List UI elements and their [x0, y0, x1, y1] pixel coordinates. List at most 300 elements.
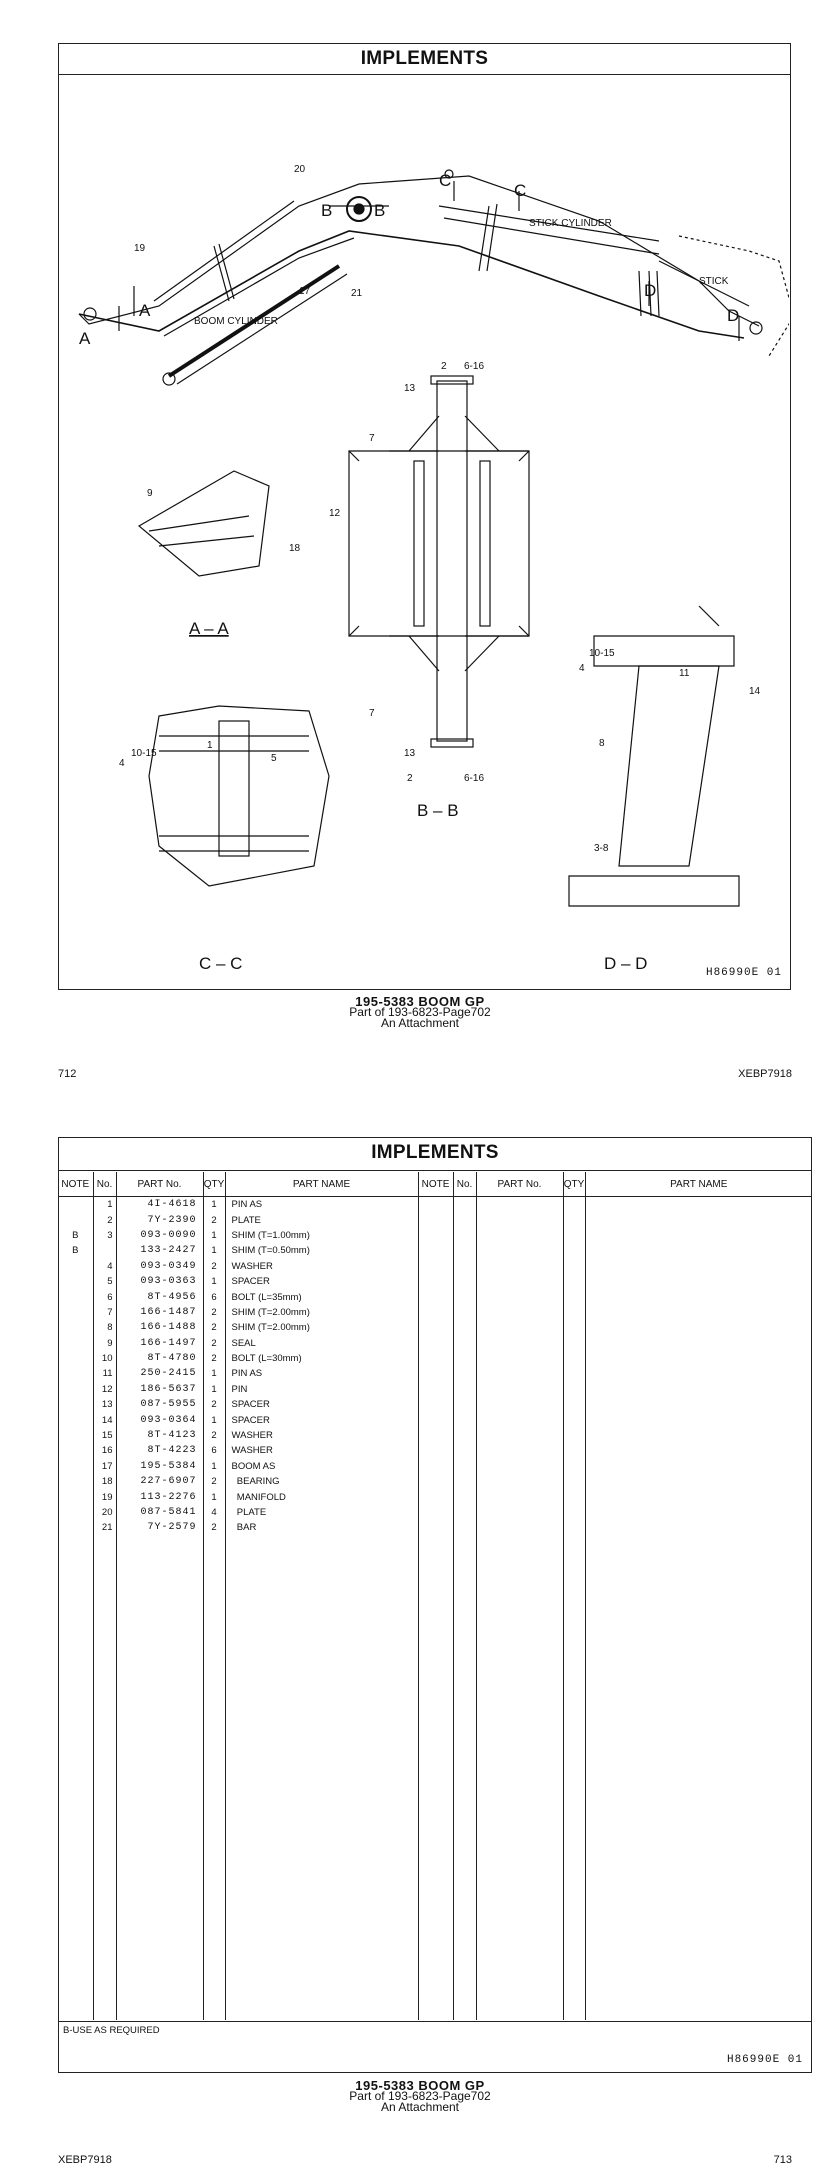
- cell-no: 16: [93, 1443, 116, 1458]
- cell-qty: 2: [203, 1351, 225, 1366]
- empty-cell: [585, 1305, 812, 1320]
- cell-name: PIN AS: [225, 1366, 418, 1381]
- cell-qty: 2: [203, 1259, 225, 1274]
- empty-cell: [585, 1243, 812, 1258]
- empty-cell: [225, 1536, 418, 2020]
- empty-cell: [418, 1505, 453, 1520]
- empty-cell: [418, 1212, 453, 1227]
- table-row: [58, 1443, 812, 1458]
- empty-cell: [563, 1320, 585, 1335]
- empty-cell: [585, 1428, 812, 1443]
- cell-no: [93, 1243, 116, 1258]
- cell-qty: 2: [203, 1474, 225, 1489]
- parts-illustration-ref: H86990E 01: [726, 2054, 803, 2066]
- cell-qty: 1: [203, 1489, 225, 1504]
- cell-part-no: 166-1487: [116, 1305, 203, 1320]
- callout-bb-13-top: 13: [404, 383, 416, 394]
- col-qty-2: QTY: [563, 1172, 585, 1197]
- illustration-ref: H86990E 01: [705, 967, 782, 979]
- cell-part-no: 166-1497: [116, 1336, 203, 1351]
- cell-no: 1: [93, 1197, 116, 1213]
- cell-qty: 1: [203, 1412, 225, 1427]
- col-part-name: PART NAME: [225, 1172, 418, 1197]
- empty-cell: [476, 1336, 563, 1351]
- empty-cell: [563, 1212, 585, 1227]
- empty-cell: [453, 1197, 476, 1213]
- cell-no: 11: [93, 1366, 116, 1381]
- empty-cell: [585, 1382, 812, 1397]
- cell-no: 4: [93, 1259, 116, 1274]
- cell-part-no: 113-2276: [116, 1489, 203, 1504]
- boom-cylinder-label: BOOM CYLINDER: [194, 316, 278, 327]
- cell-note: [58, 1459, 93, 1474]
- empty-cell: [418, 1412, 453, 1427]
- empty-cell: [563, 1459, 585, 1474]
- cell-note: [58, 1428, 93, 1443]
- empty-cell: [453, 1259, 476, 1274]
- cell-name: SHIM (T=0.50mm): [225, 1243, 418, 1258]
- callout-bb-13-bot: 13: [404, 748, 416, 759]
- cell-qty: 1: [203, 1459, 225, 1474]
- cell-no: 14: [93, 1412, 116, 1427]
- arrow-letter-b1: B: [321, 201, 333, 220]
- cell-qty: 1: [203, 1366, 225, 1381]
- empty-cell: [476, 1505, 563, 1520]
- cell-part-no: 093-0363: [116, 1274, 203, 1289]
- callout-cc-5: 5: [271, 753, 277, 764]
- empty-cell: [453, 1336, 476, 1351]
- empty-cell: [563, 1520, 585, 1535]
- part-of-text-2: Part of 193-6823-Page702: [349, 2089, 491, 2103]
- empty-cell: [418, 1520, 453, 1535]
- attachment-text: An Attachment: [380, 1016, 460, 1030]
- cell-part-no: 087-5841: [116, 1505, 203, 1520]
- callout-17: 17: [299, 286, 311, 297]
- section-label-a-a: A – A: [189, 619, 229, 638]
- cell-name: WASHER: [225, 1428, 418, 1443]
- empty-cell: [418, 1443, 453, 1458]
- empty-cell: [476, 1228, 563, 1243]
- table-row: [58, 1412, 812, 1427]
- attachment-text-2: An Attachment: [380, 2100, 460, 2114]
- cell-note: [58, 1305, 93, 1320]
- callout-cc-1: 1: [207, 740, 213, 751]
- cell-part-no: 195-5384: [116, 1459, 203, 1474]
- empty-cell: [453, 1536, 476, 2020]
- cell-name: SPACER: [225, 1397, 418, 1412]
- table-row: [58, 1428, 812, 1443]
- section-label-c-c: C – C: [199, 954, 243, 973]
- col-no: No.: [93, 1172, 116, 1197]
- cell-note: [58, 1382, 93, 1397]
- empty-cell: [453, 1474, 476, 1489]
- empty-cell: [418, 1197, 453, 1213]
- filler-row: [58, 1536, 812, 2020]
- cell-qty: 1: [203, 1228, 225, 1243]
- empty-cell: [563, 1305, 585, 1320]
- cell-name: BEARING: [225, 1474, 418, 1489]
- empty-cell: [563, 1474, 585, 1489]
- cell-qty: 2: [203, 1428, 225, 1443]
- cell-qty: 1: [203, 1197, 225, 1213]
- empty-cell: [585, 1489, 812, 1504]
- doc-code-left: XEBP7918: [58, 2154, 112, 2166]
- empty-cell: [453, 1366, 476, 1381]
- empty-cell: [585, 1212, 812, 1227]
- empty-cell: [476, 1520, 563, 1535]
- table-row: [58, 1489, 812, 1504]
- empty-cell: [476, 1443, 563, 1458]
- cell-name: PLATE: [225, 1212, 418, 1227]
- arrow-letter-c1: C: [439, 171, 452, 190]
- callout-aa-9: 9: [147, 488, 153, 499]
- cell-no: 17: [93, 1459, 116, 1474]
- callout-bb-7-top: 7: [369, 433, 375, 444]
- parts-header-row: [58, 1172, 812, 1197]
- cell-qty: 1: [203, 1382, 225, 1397]
- empty-cell: [418, 1489, 453, 1504]
- empty-cell: [585, 1320, 812, 1335]
- callout-bb-2-bot: 2: [407, 773, 413, 784]
- callout-dd-4: 4: [579, 663, 585, 674]
- cell-no: 8: [93, 1320, 116, 1335]
- empty-cell: [418, 1243, 453, 1258]
- empty-cell: [585, 1474, 812, 1489]
- callout-21: 21: [351, 288, 363, 299]
- cell-no: 3: [93, 1228, 116, 1243]
- parts-title: IMPLEMENTS: [371, 1142, 499, 1163]
- cell-no: 15: [93, 1428, 116, 1443]
- empty-cell: [563, 1228, 585, 1243]
- table-row: [58, 1243, 812, 1258]
- empty-cell: [58, 1536, 93, 2020]
- arrow-letter-a2: A: [139, 301, 151, 320]
- empty-cell: [476, 1474, 563, 1489]
- empty-cell: [563, 1382, 585, 1397]
- cell-note: [58, 1474, 93, 1489]
- cell-name: SHIM (T=1.00mm): [225, 1228, 418, 1243]
- section-label-b-b: B – B: [417, 801, 459, 820]
- callout-dd-8: 8: [599, 738, 605, 749]
- empty-cell: [563, 1505, 585, 1520]
- col-part-no-2: PART No.: [476, 1172, 563, 1197]
- callout-dd-10-15: 10-15: [589, 648, 615, 659]
- cell-part-no: 186-5637: [116, 1382, 203, 1397]
- cell-part-no: 093-0364: [116, 1412, 203, 1427]
- empty-cell: [453, 1212, 476, 1227]
- callout-bb-7-bot: 7: [369, 708, 375, 719]
- col-part-name-2: PART NAME: [585, 1172, 812, 1197]
- empty-cell: [203, 1536, 225, 2020]
- arrow-letter-a1: A: [79, 329, 91, 348]
- cell-name: SPACER: [225, 1412, 418, 1427]
- cell-name: PIN: [225, 1382, 418, 1397]
- cell-note: [58, 1366, 93, 1381]
- empty-cell: [585, 1412, 812, 1427]
- empty-cell: [418, 1536, 453, 2020]
- cell-no: 18: [93, 1474, 116, 1489]
- empty-cell: [585, 1228, 812, 1243]
- empty-cell: [476, 1489, 563, 1504]
- callout-cc-4: 4: [119, 758, 125, 769]
- cell-no: 12: [93, 1382, 116, 1397]
- empty-cell: [563, 1197, 585, 1213]
- empty-cell: [453, 1289, 476, 1304]
- empty-cell: [453, 1351, 476, 1366]
- table-row: [58, 1228, 812, 1243]
- empty-cell: [453, 1274, 476, 1289]
- page1-caption: [0, 996, 840, 1029]
- cell-name: BOLT (L=30mm): [225, 1351, 418, 1366]
- page-number-right: 713: [773, 2154, 792, 2166]
- callout-dd-14: 14: [749, 686, 761, 697]
- table-row: [58, 1259, 812, 1274]
- cell-part-no: 8T-4956: [116, 1289, 203, 1304]
- empty-cell: [585, 1289, 812, 1304]
- cell-part-no: 250-2415: [116, 1366, 203, 1381]
- cell-qty: 4: [203, 1505, 225, 1520]
- arrow-letter-d2: D: [727, 306, 740, 325]
- table-row: [58, 1197, 812, 1213]
- empty-cell: [453, 1228, 476, 1243]
- cell-qty: 1: [203, 1243, 225, 1258]
- cell-name: SHIM (T=2.00mm): [225, 1320, 418, 1335]
- callout-20: 20: [294, 164, 306, 175]
- cell-no: 5: [93, 1274, 116, 1289]
- empty-cell: [453, 1320, 476, 1335]
- empty-cell: [453, 1443, 476, 1458]
- cell-note: [58, 1212, 93, 1227]
- col-note: NOTE: [58, 1172, 93, 1197]
- table-row: [58, 1505, 812, 1520]
- cell-no: 13: [93, 1397, 116, 1412]
- cell-qty: 6: [203, 1289, 225, 1304]
- cell-note: [58, 1397, 93, 1412]
- cell-part-no: 093-0090: [116, 1228, 203, 1243]
- empty-cell: [418, 1259, 453, 1274]
- cell-qty: 2: [203, 1397, 225, 1412]
- empty-cell: [585, 1336, 812, 1351]
- cell-qty: 2: [203, 1336, 225, 1351]
- empty-cell: [476, 1243, 563, 1258]
- empty-cell: [476, 1320, 563, 1335]
- arrow-letter-d1: D: [644, 281, 657, 300]
- empty-cell: [453, 1243, 476, 1258]
- empty-cell: [476, 1197, 563, 1213]
- table-row: [58, 1212, 812, 1227]
- cell-no: 19: [93, 1489, 116, 1504]
- table-row: [58, 1397, 812, 1412]
- empty-cell: [585, 1459, 812, 1474]
- empty-cell: [418, 1305, 453, 1320]
- empty-cell: [563, 1243, 585, 1258]
- illustration-frame: [58, 43, 791, 990]
- empty-cell: [585, 1259, 812, 1274]
- empty-cell: [476, 1412, 563, 1427]
- cell-part-no: 166-1488: [116, 1320, 203, 1335]
- cell-note: [58, 1520, 93, 1535]
- cell-qty: 6: [203, 1443, 225, 1458]
- empty-cell: [563, 1351, 585, 1366]
- section-label-d-d: D – D: [604, 954, 648, 973]
- empty-cell: [476, 1212, 563, 1227]
- table-row: [58, 1289, 812, 1304]
- empty-cell: [563, 1412, 585, 1427]
- empty-cell: [453, 1305, 476, 1320]
- empty-cell: [453, 1520, 476, 1535]
- doc-code-right: XEBP7918: [738, 1068, 792, 1080]
- stick-cylinder-label: STICK CYLINDER: [529, 218, 612, 229]
- empty-cell: [418, 1474, 453, 1489]
- col-part-no: PART No.: [116, 1172, 203, 1197]
- cell-qty: 2: [203, 1305, 225, 1320]
- empty-cell: [476, 1366, 563, 1381]
- empty-cell: [585, 1197, 812, 1213]
- empty-cell: [585, 1397, 812, 1412]
- table-row: [58, 1320, 812, 1335]
- cell-part-no: 8T-4780: [116, 1351, 203, 1366]
- group-title-2: 195-5383 BOOM GP: [355, 2078, 485, 2093]
- cell-note: B: [58, 1243, 93, 1258]
- cell-qty: 2: [203, 1212, 225, 1227]
- empty-cell: [585, 1351, 812, 1366]
- cell-name: BAR: [225, 1520, 418, 1535]
- empty-cell: [563, 1428, 585, 1443]
- arrow-letter-c2: C: [514, 181, 527, 200]
- footnote-divider: [59, 2021, 811, 2022]
- cell-note: [58, 1197, 93, 1213]
- cell-note: [58, 1259, 93, 1274]
- stick-label: STICK: [699, 276, 729, 287]
- empty-cell: [418, 1228, 453, 1243]
- table-row: [58, 1459, 812, 1474]
- empty-cell: [476, 1397, 563, 1412]
- empty-cell: [563, 1443, 585, 1458]
- cell-no: 9: [93, 1336, 116, 1351]
- callout-cc-10-15: 10-15: [131, 748, 157, 759]
- empty-cell: [476, 1351, 563, 1366]
- cell-name: SPACER: [225, 1274, 418, 1289]
- empty-cell: [563, 1336, 585, 1351]
- empty-cell: [585, 1520, 812, 1535]
- empty-cell: [453, 1489, 476, 1504]
- cell-name: BOLT (L=35mm): [225, 1289, 418, 1304]
- empty-cell: [563, 1397, 585, 1412]
- empty-cell: [418, 1459, 453, 1474]
- table-row: [58, 1474, 812, 1489]
- empty-cell: [453, 1382, 476, 1397]
- table-row: [58, 1366, 812, 1381]
- page-number-left: 712: [58, 1068, 77, 1080]
- callout-aa-18: 18: [289, 543, 301, 554]
- cell-qty: 2: [203, 1320, 225, 1335]
- empty-cell: [453, 1397, 476, 1412]
- empty-cell: [563, 1289, 585, 1304]
- cell-name: PIN AS: [225, 1197, 418, 1213]
- empty-cell: [476, 1428, 563, 1443]
- empty-cell: [476, 1259, 563, 1274]
- cell-part-no: 133-2427: [116, 1243, 203, 1258]
- empty-cell: [418, 1336, 453, 1351]
- group-title: 195-5383 BOOM GP: [355, 994, 485, 1009]
- arrow-letter-b2: B: [374, 201, 386, 220]
- cell-qty: 1: [203, 1274, 225, 1289]
- empty-cell: [585, 1443, 812, 1458]
- empty-cell: [418, 1351, 453, 1366]
- empty-cell: [476, 1536, 563, 2020]
- col-note-2: NOTE: [418, 1172, 453, 1197]
- table-row: [58, 1520, 812, 1535]
- footnote: B-USE AS REQUIRED: [63, 2025, 160, 2036]
- empty-cell: [418, 1366, 453, 1381]
- empty-cell: [563, 1489, 585, 1504]
- cell-note: [58, 1505, 93, 1520]
- part-of-text: Part of 193-6823-Page702: [349, 1005, 491, 1019]
- cell-name: SHIM (T=2.00mm): [225, 1305, 418, 1320]
- callout-dd-3-8: 3-8: [594, 843, 609, 854]
- cell-part-no: 8T-4223: [116, 1443, 203, 1458]
- empty-cell: [585, 1366, 812, 1381]
- empty-cell: [563, 1274, 585, 1289]
- title-divider: [59, 1170, 811, 1171]
- table-row: [58, 1382, 812, 1397]
- empty-cell: [93, 1536, 116, 2020]
- parts-table: [58, 1172, 812, 2020]
- table-row: [58, 1336, 812, 1351]
- empty-cell: [418, 1289, 453, 1304]
- table-row: [58, 1351, 812, 1366]
- empty-cell: [453, 1459, 476, 1474]
- cell-note: [58, 1443, 93, 1458]
- cell-name: SEAL: [225, 1336, 418, 1351]
- cell-note: B: [58, 1228, 93, 1243]
- cell-name: WASHER: [225, 1443, 418, 1458]
- cell-no: 2: [93, 1212, 116, 1227]
- cell-note: [58, 1412, 93, 1427]
- cell-part-no: 7Y-2390: [116, 1212, 203, 1227]
- empty-cell: [453, 1428, 476, 1443]
- cell-name: MANIFOLD: [225, 1489, 418, 1504]
- col-qty: QTY: [203, 1172, 225, 1197]
- empty-cell: [476, 1289, 563, 1304]
- cell-name: BOOM AS: [225, 1459, 418, 1474]
- empty-cell: [563, 1536, 585, 2020]
- empty-cell: [418, 1428, 453, 1443]
- callout-dd-11: 11: [679, 668, 690, 679]
- empty-cell: [476, 1459, 563, 1474]
- callout-bb-2-top: 2: [441, 361, 447, 372]
- cell-note: [58, 1289, 93, 1304]
- cell-no: 6: [93, 1289, 116, 1304]
- empty-cell: [418, 1274, 453, 1289]
- cell-no: 21: [93, 1520, 116, 1535]
- empty-cell: [585, 1274, 812, 1289]
- cell-qty: 2: [203, 1520, 225, 1535]
- callout-bb-12: 12: [329, 508, 341, 519]
- empty-cell: [476, 1382, 563, 1397]
- page2-caption: [0, 2080, 840, 2113]
- empty-cell: [585, 1536, 812, 2020]
- cell-part-no: 087-5955: [116, 1397, 203, 1412]
- empty-cell: [418, 1320, 453, 1335]
- cell-no: 10: [93, 1351, 116, 1366]
- cell-part-no: 093-0349: [116, 1259, 203, 1274]
- empty-cell: [476, 1274, 563, 1289]
- page-title: IMPLEMENTS: [360, 48, 489, 69]
- empty-cell: [563, 1366, 585, 1381]
- cell-part-no: 8T-4123: [116, 1428, 203, 1443]
- cell-note: [58, 1351, 93, 1366]
